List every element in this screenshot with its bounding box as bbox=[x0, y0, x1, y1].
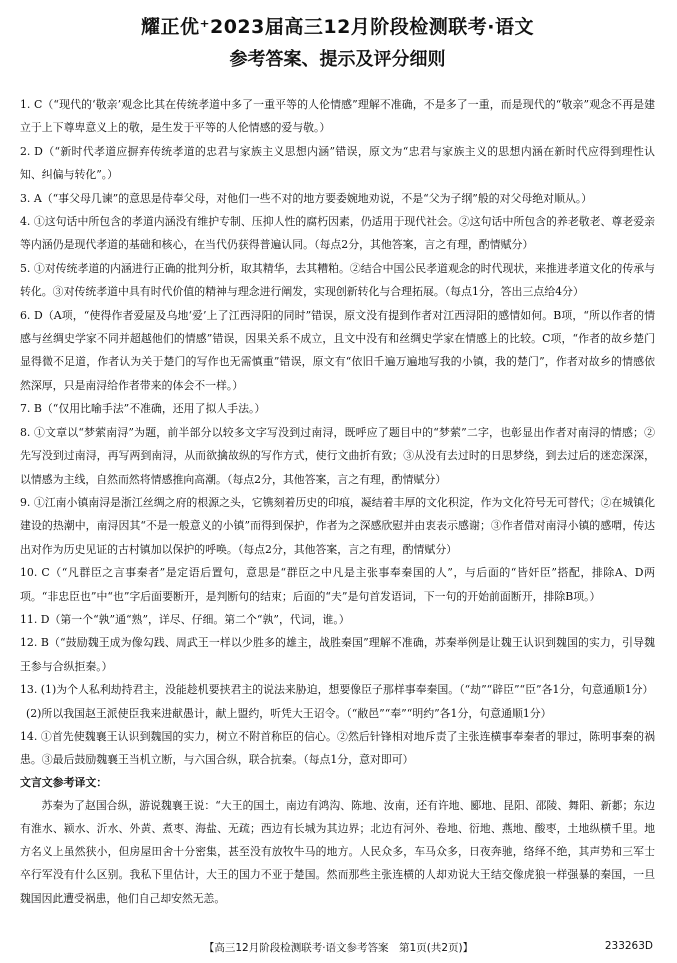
answer-12: 12. B（“鼓励魏王成为像勾践、周武王一样以少胜多的雄主，战胜秦国”理解不准确，苏秦举例是让魏王认识到魏国的实力，引导魏王参与合纵拒秦。） bbox=[20, 636, 655, 673]
answer-8: 8. ①文章以“梦萦南浔”为题，前半部分以较多文字写没到过南浔，既呼应了题目中的“梦萦”二字，也彰显出作者对南浔的情感；②先写没到过南浔，再写两到南浔，从而欲擒故纵的写作方式，使行文曲折有致；③从没有去过时的日思梦绕，到去过后的迷恋深深，以情感为主线，自然而然将情感推向高潮。（每点2分，其他答案，言之有理，酌情赋分） bbox=[20, 425, 655, 486]
answer-13-1: 13. (1)为个人私利劫持君主，没能趁机要挟君主的说法来胁迫，想要像臣子那样事奉秦国。（“劫”“辟臣”“臣”各1分，句意通顺1分） bbox=[20, 683, 654, 697]
translation-heading: 文言文参考译文： bbox=[20, 775, 108, 789]
answer-1: 1. C（“现代的‘敬亲’观念比其在传统孝道中多了一重平等的人伦情感”理解不准确，不是多了一重，而是现代的“敬亲”观念不再是建立于上下尊卑意义上的敬，是生发于平等的人伦情感的爱与敬。） bbox=[20, 98, 655, 135]
answer-11: 11. D（第一个“孰”通“熟”，详尽、仔细。第二个“孰”，代词，谁。） bbox=[20, 612, 350, 626]
answer-14: 14. ①首先使魏襄王认识到魏国的实力，树立不附首称臣的信心。②然后针锋相对地斥责了主张连横事奉秦者的罪过，陈明事秦的祸患。③最后鼓励魏襄王当机立断，与六国合纵，联合抗秦。（每点1分，意对即可） bbox=[20, 729, 655, 767]
answer-2: 2. D（“新时代孝道应摒弃传统孝道的忠君与家族主义思想内涵”错误，原文为“忠君与家族主义的思想内涵在新时代应得到理性认知、纠偏与转化”。） bbox=[20, 144, 655, 182]
answer-9: 9. ①江南小镇南浔是浙江丝绸之府的根源之头，它镌刻着历史的印痕，凝结着丰厚的文化积淀，作为文化符号无可替代；②在城镇化建设的热潮中，南浔因其“不是一般意义的小镇”而得到保护，作者为之深感欣慰并由衷表示感谢；③作者借对南浔小镇的感喟，传达出对作为历史见证的古村镇加以保护的呼唤。（每点2分，其他答案，言之有理，酌情赋分） bbox=[20, 495, 655, 556]
answer-6: 6. D（A项，“使得作者爱屋及乌地‘爱’上了江西浔阳的同时”错误，原文没有提到作者对江西浔阳的感情如何。B项，“所以作者的情感与丝绸史学家不同并超越他们的情感”错误，因果关系不成立，且文中没有和丝绸史学家在情感上的比较。C项，“作者的故乡楚门显得微不足道，作者认为关于楚门的写作也无需慎重”错误，原文有“依旧千遍万遍地写我的小镇，我的楚门”，作者对故乡的情感依然深厚，只是南浔给作者带来的体会不一样。） bbox=[20, 308, 655, 392]
answer-10: 10. C（“凡群臣之言事秦者”是定语后置句，意思是“群臣之中凡是主张事奉秦国的人”，与后面的“皆奸臣”搭配，排除A、D两项。“非忠臣也”中“也”字后面要断开，是判断句的结束；后面的“夫”是句首发语词，下一句的开始前面断开，排除B项。） bbox=[20, 566, 655, 603]
answer-4: 4. ①这句话中所包含的孝道内涵没有维护专制、压抑人性的腐朽因素，仍适用于现代社会。②这句话中所包含的养老敬老、尊老爱亲等内涵仍是现代孝道的基础和核心，在当代仍获得普遍认同。（每点2分，其他答案，言之有理，酌情赋分） bbox=[20, 215, 655, 252]
footer-text: 【高三12月阶段检测联考·语文参考答案 第1页(共2页)】 bbox=[203, 942, 474, 954]
answer-list bbox=[20, 93, 655, 772]
answer-3: 3. A（“事父母几谏”的意思是侍奉父母，对他们一些不对的地方要委婉地劝说，不是“父为子纲”般的对父母绝对顺从。） bbox=[20, 191, 593, 205]
answer-7: 7. B（“仅用比喻手法”不准确，还用了拟人手法。） bbox=[20, 402, 266, 416]
translation-text: 苏秦为了赵国合纵，游说魏襄王说：“大王的国土，南边有鸿沟、陈地、汝南，还有许地、郾地、昆阳、邵陵、舞阳、新郪；东边有淮水、颍水、沂水、外黄、煮枣、海盐、无疏；西边有长城为其边界；北边有河外、卷地、衍地、燕地、酸枣，土地纵横千里。地方名义上虽然狭小，但房屋田舍十分密集，甚至没有放牧牛马的地方。人民众多，车马众多，日夜奔驰，络绎不绝，其声势和三军士卒行军没有什么区别。我私下里估计，大王的国力不亚于楚国。然而那些主张连横的人却劝说大王结交像虎狼一样强暴的秦国，一旦魏国因此遭受祸患，他们自己却安然无恙。 bbox=[20, 798, 655, 905]
page-footer bbox=[0, 940, 677, 955]
footer-code: 233263D bbox=[604, 940, 653, 952]
answer-5: 5. ①对传统孝道的内涵进行正确的批判分析，取其精华，去其糟粕。②结合中国公民孝道观念的时代现状，来推进孝道文化的传承与转化。③对传统孝道中具有时代价值的精神与理念进行阐发，实现创新转化与合理拓展。（每点1分，答出三点给4分） bbox=[20, 261, 655, 299]
document-subtitle: 参考答案、提示及评分细则 bbox=[229, 49, 446, 70]
answer-13-2: (2)所以我国赵王派使臣我来进献愚计，献上盟约，听凭大王诏令。（“敝邑”“奉”“明约”各1分，句意通顺1分） bbox=[26, 706, 552, 720]
document-title: 耀正优⁺2023届高三12月阶段检测联考·语文 bbox=[140, 16, 535, 38]
